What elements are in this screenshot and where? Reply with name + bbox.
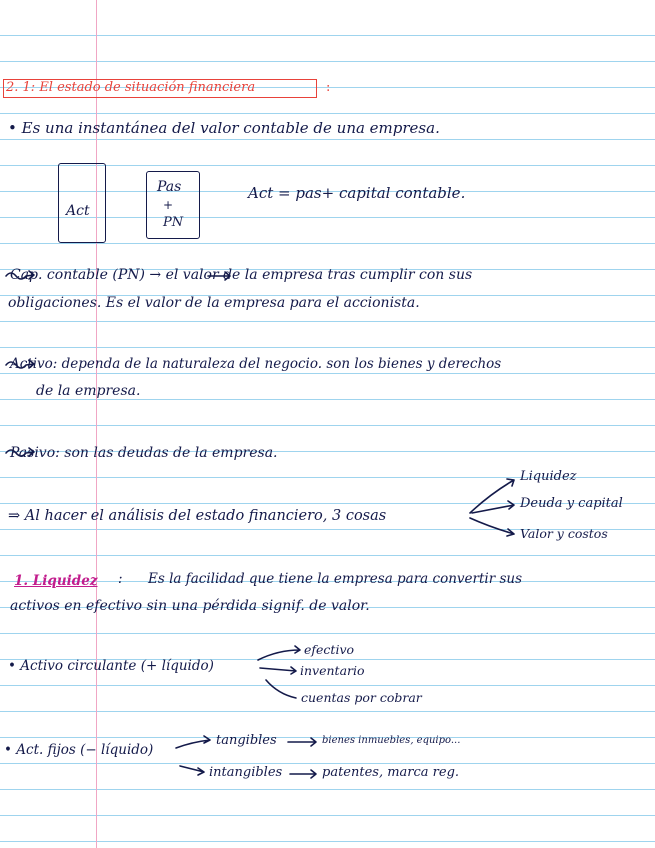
liquidez-heading: 1. Liquidez [14,573,98,589]
squiggle-arrow-icon [6,360,34,368]
section-title: 2. 1: El estado de situación financiera [6,80,256,95]
liquidez-colon: : [118,571,123,587]
arrow-down-right-icon [470,518,514,536]
tangibles-label: tangibles [216,733,277,748]
activo-box-label: Act [66,203,90,219]
arrow-up-right-icon [176,736,210,748]
right-arrow-icon [288,738,316,746]
arrow-down-right-icon [180,766,204,775]
analisis-item-liquidez: Liquidez [520,469,577,484]
balance-equation: Act = pas+ capital contable. [248,184,466,202]
arrow-down-right-icon [266,680,296,698]
circulante-item-efectivo: efectivo [304,642,355,657]
activo-line1: Activo: dependa de la naturaleza del negocio. son los bienes y derechos [10,356,502,372]
right-arrow-icon [208,272,230,280]
liquidez-line2: activos en efectivo sin una pérdida signif. de valor. [10,598,370,614]
analisis-text: ⇒ Al hacer el análisis del estado financiero, 3 cosas [8,508,387,524]
pasivo-box-label: Pas [157,179,182,195]
intro-text: • Es una instantánea del valor contable de una empresa. [8,119,440,137]
analisis-item-deuda: Deuda y capital [520,496,623,511]
circulante-item-cuentas: cuentas por cobrar [301,690,422,705]
title-colon: : [326,80,331,95]
arrow-right-icon [260,667,296,674]
analisis-item-valor: Valor y costos [520,526,608,541]
pn-box-label: PN [163,215,184,230]
activos-fijos-label: • Act. fijos (− líquido) [4,742,154,758]
squiggle-arrow-icon [6,271,34,279]
circulante-item-inventario: inventario [300,663,365,678]
intangibles-detail: patentes, marca reg. [322,765,460,780]
plus-sign: + [163,198,174,212]
cap-contable-line2: obligaciones. Es el valor de la empresa para el accionista. [8,295,420,311]
pasivo-line: Pasivo: son las deudas de la empresa. [10,445,278,461]
arrow-up-right-icon [258,646,300,660]
squiggle-arrow-icon [6,448,34,456]
arrow-right-icon [472,501,514,513]
intangibles-label: intangibles [209,765,283,780]
activo-line2: de la empresa. [36,383,141,399]
cap-contable-line1: Cap. contable (PN) → el valor de la empresa tras cumplir con sus [10,267,473,283]
activo-circulante-label: • Activo circulante (+ líquido) [8,658,214,674]
tangibles-detail: bienes inmuebles, equipo... [322,735,461,746]
liquidez-line1: Es la facilidad que tiene la empresa para convertir sus [148,571,523,587]
arrow-up-right-icon [470,479,514,513]
right-arrow-icon [290,770,316,778]
